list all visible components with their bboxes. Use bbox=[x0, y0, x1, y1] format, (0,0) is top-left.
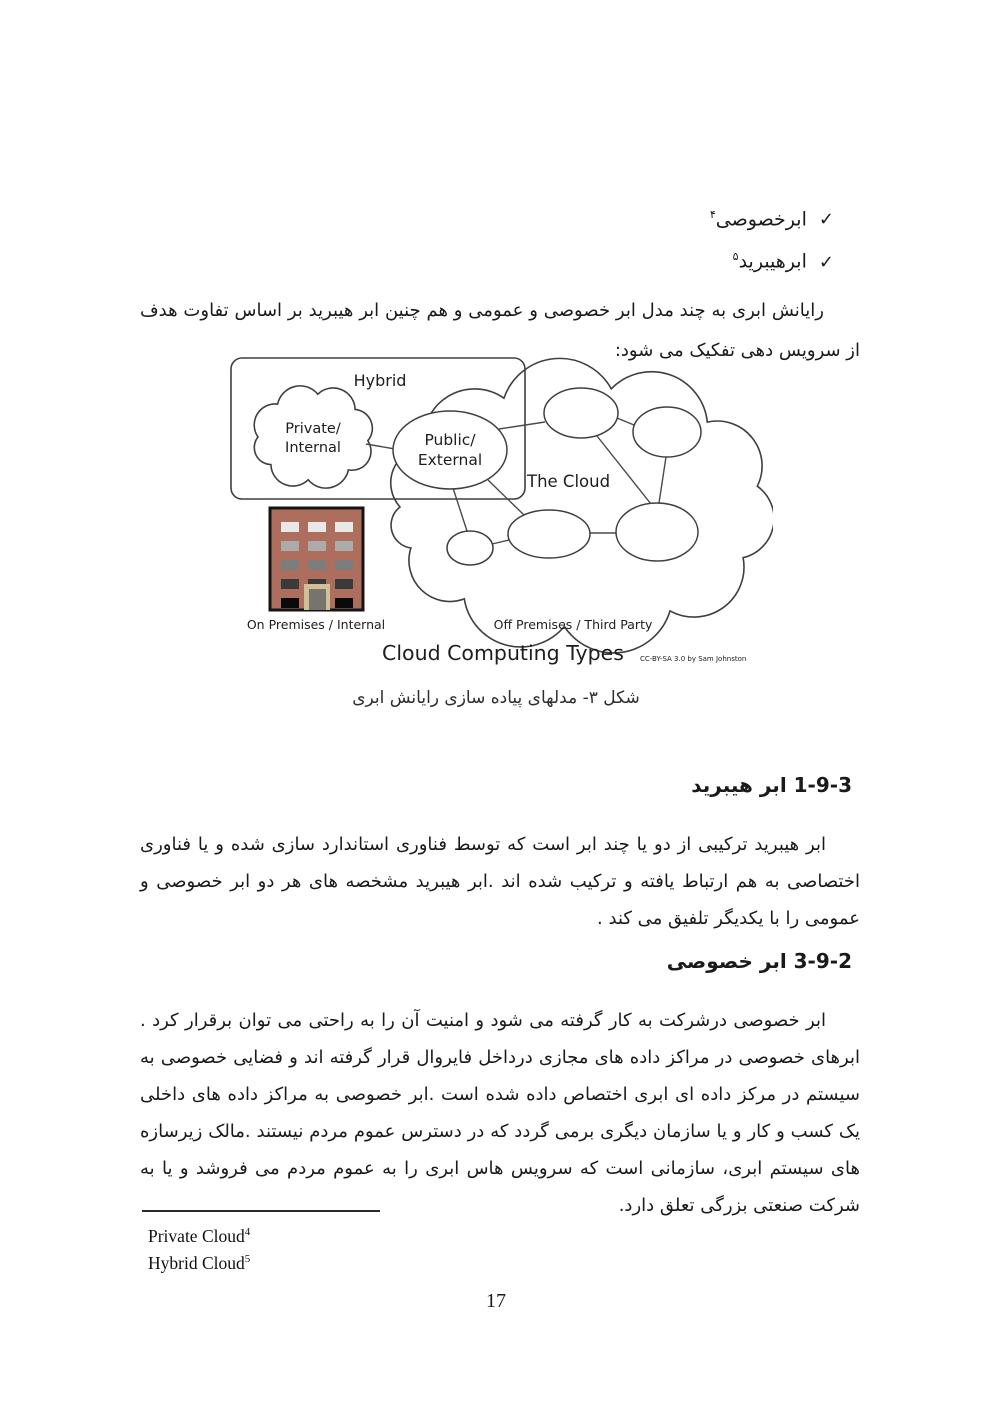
building-icon bbox=[270, 508, 363, 610]
public-cloud-label-line2: External bbox=[417, 451, 483, 469]
public-external-ellipse bbox=[393, 411, 507, 489]
checklist-item-label: ابرهیبرید bbox=[738, 250, 807, 273]
section-heading-private-cloud: 3-9-2 ابر خصوصی bbox=[666, 949, 852, 973]
figure-title: Cloud Computing Types bbox=[382, 641, 624, 665]
private-cloud-label-line2: Internal bbox=[285, 440, 341, 456]
footnote-item bbox=[148, 1248, 250, 1275]
private-cloud-shape bbox=[254, 386, 372, 488]
cloud-node bbox=[616, 503, 698, 561]
checkmark-icon: ✓ bbox=[818, 209, 834, 231]
footnote-term: Private Cloud bbox=[148, 1225, 245, 1246]
cloud-node bbox=[544, 388, 618, 438]
cloud-node bbox=[508, 510, 590, 558]
cloud-node bbox=[447, 531, 493, 565]
footnote-ref: ۵ bbox=[732, 250, 739, 264]
on-premises-label: On Premises / Internal bbox=[246, 617, 386, 632]
cloud-node bbox=[633, 407, 701, 457]
section-body-private-cloud: ابر خصوصی درشرکت به کار گرفته می شود و امنیت آن را به راحتی می توان برقرار کرد . ابرهای خصوصی در مراکز داده های مجازی درداخل فایروال قرار گرفته اند و فضایی خصوصی به سیستم در مرکز داده ای ابری اختصاص داده شده است .ابر خصوصی به مراکز داده های داخلی یک کسب و کار و یا سازمان دیگری برمی گردد که در دسترس عموم مردم نیستند .مالک زیرسازه های سیستم ابری، سازمانی است که سرویس هاس ابری را به عموم مردم می فروشد و یا به شرکت صنعتی بزرگی تعلق دارد. bbox=[140, 1010, 860, 1216]
page-number: 17 bbox=[486, 1290, 506, 1312]
the-cloud-label: The Cloud bbox=[527, 472, 611, 491]
figure-cloud-computing-types bbox=[228, 352, 773, 692]
figure-attribution: CC-BY-SA 3.0 by Sam Johnston bbox=[640, 655, 747, 663]
private-cloud-label-line1: Private/ bbox=[285, 421, 341, 437]
intro-paragraph: رایانش ابری به چند مدل ابر خصوصی و عمومی و هم چنین ابر هیبرید بر اساس تفاوت هدف از سرویس دهی تفکیک می شود: bbox=[140, 300, 860, 361]
off-premises-label: Off Premises / Third Party bbox=[493, 617, 653, 632]
footnote-number: 5 bbox=[244, 1252, 251, 1265]
public-cloud-label-line1: Public/ bbox=[424, 431, 476, 449]
footnote-ref: ۴ bbox=[709, 208, 716, 221]
section-heading-hybrid-cloud: 1-9-3 ابر هیبرید bbox=[691, 773, 852, 797]
cloud-diagram bbox=[228, 352, 773, 692]
checkmark-icon: ✓ bbox=[818, 251, 834, 273]
cloud-type-checklist bbox=[710, 196, 834, 281]
section-body-hybrid-cloud: ابر هیبرید ترکیبی از دو یا چند ابر است که توسط فناوری استاندارد سازی شده و یا فناوری اختصاصی به هم ارتباط یافته و ترکیب شده اند .ابر هیبرید مشخصه های هر دو ابر خصوصی و عمومی را با یکدیگر تلفیق می کند . bbox=[140, 834, 860, 929]
footnote-term: Hybrid Cloud bbox=[148, 1252, 245, 1273]
checklist-item-label: ابرخصوصی bbox=[715, 208, 807, 231]
footnotes bbox=[148, 1221, 250, 1275]
figure-caption: شکل ۳- مدلهای پیاده سازی رایانش ابری bbox=[352, 688, 640, 708]
hybrid-label: Hybrid bbox=[353, 371, 407, 390]
footnote-separator bbox=[142, 1210, 380, 1212]
footnote-number: 4 bbox=[244, 1226, 251, 1238]
list-item bbox=[710, 196, 834, 238]
footnote-item bbox=[148, 1221, 250, 1248]
list-item bbox=[710, 238, 834, 280]
